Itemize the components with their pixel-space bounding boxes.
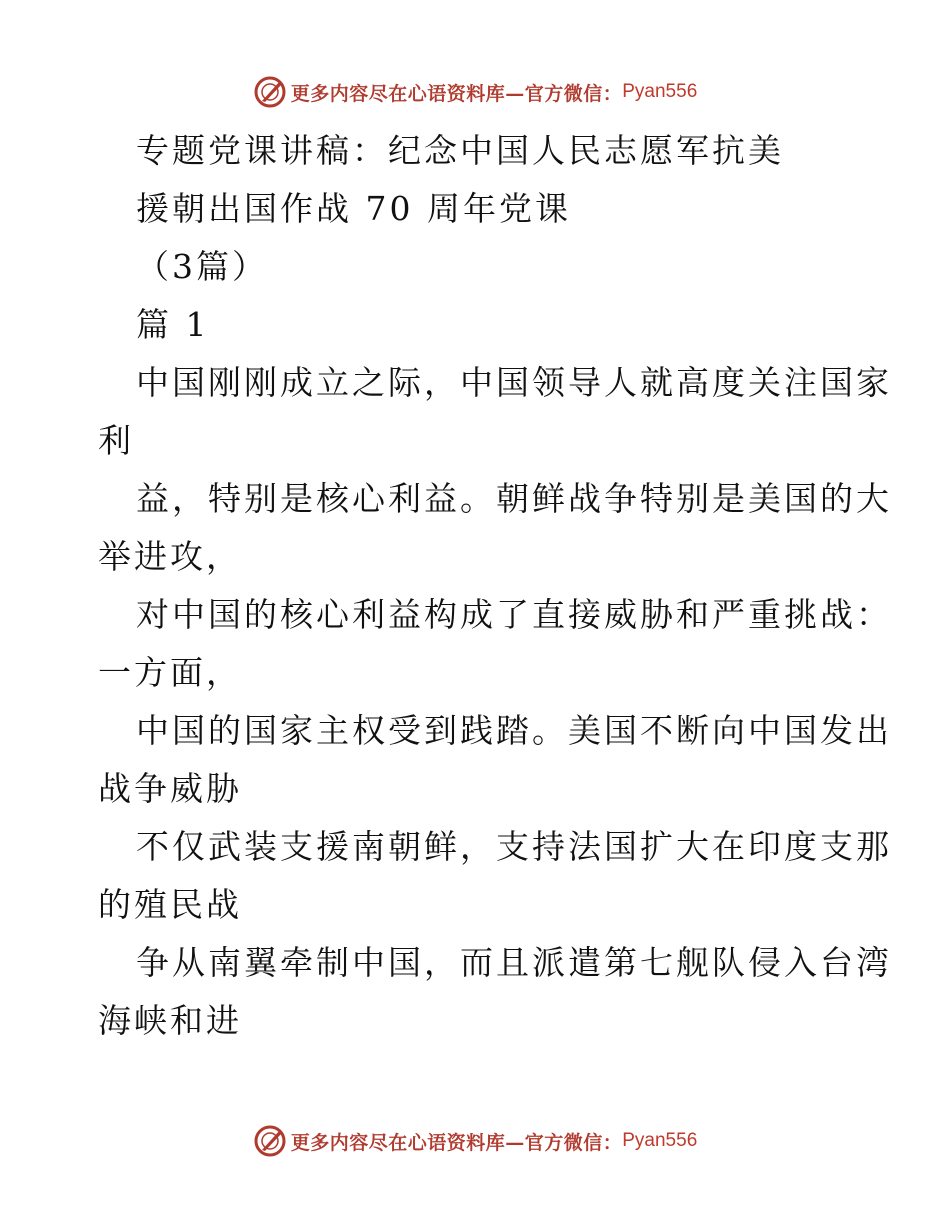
footer-banner-text: 更多内容尽在心语资料库—官方微信： — [290, 1131, 623, 1154]
document-title-line-1: 专题党课讲稿：纪念中国人民志愿军抗美 — [136, 131, 784, 170]
paragraph-6-line-1: 争从南翼牵制中国，而且派遣第七舰队侵入台湾 — [136, 943, 892, 982]
paragraph-6-line-2: 海峡和进 — [98, 1001, 242, 1040]
paragraph-5-line-1: 不仅武装支援南朝鲜，支持法国扩大在印度支那 — [136, 827, 892, 866]
document-title-line-2: 援朝出国作战 70 周年党课 — [136, 189, 571, 228]
quill-seal-icon — [253, 75, 287, 109]
paragraph-4-line-1: 中国的国家主权受到践踏。美国不断向中国发出 — [136, 711, 892, 750]
paragraph-3-line-2: 一方面， — [98, 653, 242, 692]
header-banner — [0, 72, 950, 112]
paragraph-4-line-2: 战争威胁 — [98, 769, 242, 808]
document-count: （3篇） — [136, 247, 268, 286]
section-heading: 篇 1 — [136, 305, 210, 344]
header-banner-wechat-id: Pyan556 — [622, 81, 698, 102]
paragraph-3-line-1: 对中国的核心利益构成了直接威胁和严重挑战： — [136, 595, 892, 634]
document-body — [98, 122, 892, 1050]
paragraph-2-line-1: 益，特别是核心利益。朝鲜战争特别是美国的大 — [136, 479, 892, 518]
header-banner-text: 更多内容尽在心语资料库—官方微信： — [290, 82, 623, 105]
paragraph-2-line-2: 举进攻， — [98, 537, 242, 576]
paragraph-5-line-2: 的殖民战 — [98, 885, 242, 924]
paragraph-1-line-2: 利 — [98, 421, 134, 460]
quill-seal-icon — [253, 1124, 287, 1158]
footer-banner — [0, 1121, 950, 1161]
footer-banner-wechat-id: Pyan556 — [622, 1130, 698, 1151]
paragraph-1-line-1: 中国刚刚成立之际，中国领导人就高度关注国家 — [136, 363, 892, 402]
